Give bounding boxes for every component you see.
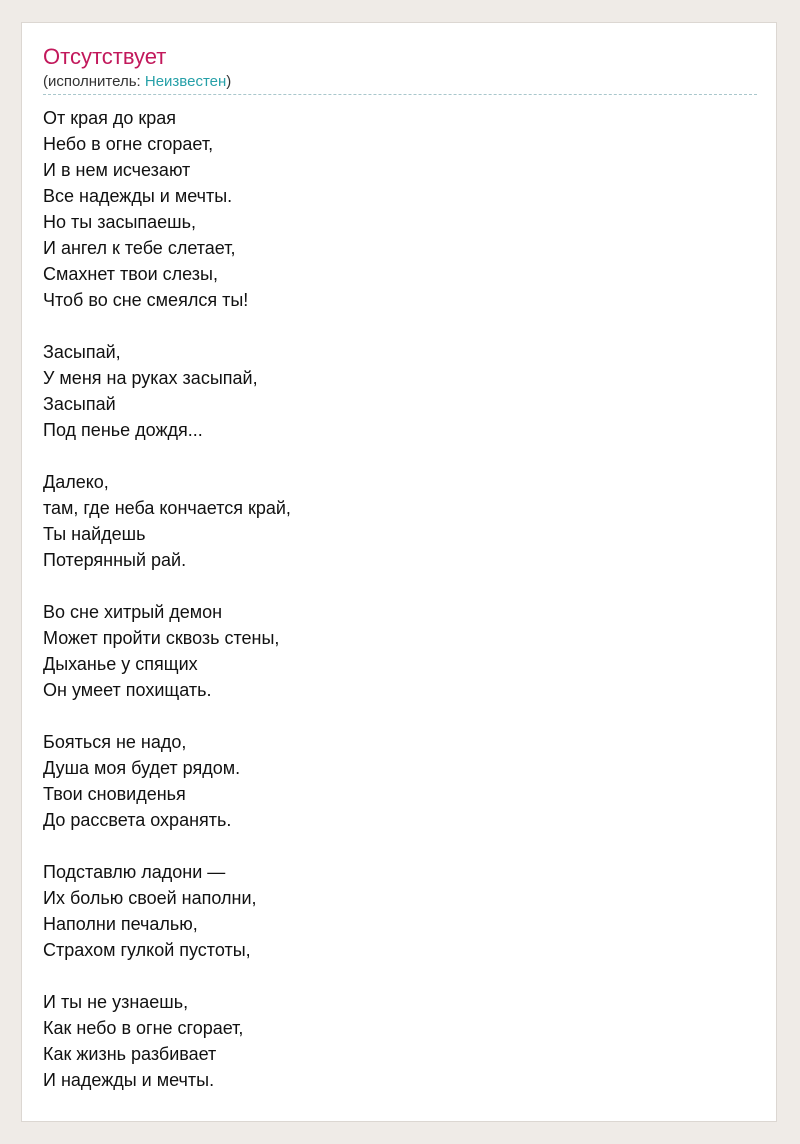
lyrics-line: Потерянный рай. <box>43 550 187 570</box>
lyrics-line: Смахнет твои слезы, <box>43 264 218 284</box>
lyrics-line: Далеко, <box>43 472 109 492</box>
lyrics-line: Страхом гулкой пустоты, <box>43 940 251 960</box>
lyrics-line: Может пройти сквозь стены, <box>43 628 280 648</box>
lyrics-line: Засыпай <box>43 394 116 414</box>
lyrics-line: Все надежды и мечты. <box>43 186 233 206</box>
lyrics-body <box>43 105 757 1119</box>
lyrics-line: И ты не узнаешь, <box>43 992 189 1012</box>
lyrics-line: Бояться не надо, <box>43 732 187 752</box>
lyrics-line: И в нем исчезают <box>43 160 191 180</box>
lyrics-line: Дыханье у спящих <box>43 654 198 674</box>
song-title: Отсутствует <box>43 44 167 69</box>
lyrics-stanza <box>43 729 757 833</box>
lyrics-line: И надежды и мечты. <box>43 1070 215 1090</box>
lyrics-line: Под пенье дождя... <box>43 420 203 440</box>
artist-link[interactable]: Неизвестен <box>144 73 227 90</box>
lyrics-line: Подставлю ладони — <box>43 862 226 882</box>
lyrics-stanza <box>43 859 757 963</box>
lyrics-line: Он умеет похищать. <box>43 680 212 700</box>
lyrics-line: Ты найдешь <box>43 524 146 544</box>
lyrics-line: там, где неба кончается край, <box>43 498 291 518</box>
lyrics-line: У меня на руках засыпай, <box>43 368 258 388</box>
lyrics-line: Как небо в огне сгорает, <box>43 1018 244 1038</box>
lyrics-line: Наполни печалью, <box>43 914 198 934</box>
lyrics-line: Как жизнь разбивает <box>43 1044 217 1064</box>
artist-prefix: (исполнитель: <box>43 73 145 90</box>
lyrics-line: Во сне хитрый демон <box>43 602 223 622</box>
lyrics-stanza <box>43 989 757 1093</box>
artist-line <box>43 72 231 92</box>
lyrics-page <box>21 22 777 1122</box>
lyrics-line: До рассвета охранять. <box>43 810 232 830</box>
lyrics-stanza <box>43 469 757 573</box>
lyrics-line: Твои сновиденья <box>43 784 186 804</box>
lyrics-line: Небо в огне сгорает, <box>43 134 214 154</box>
lyrics-line: Засыпай, <box>43 342 121 362</box>
lyrics-line: Душа моя будет рядом. <box>43 758 241 778</box>
lyrics-line: Их болью своей наполни, <box>43 888 257 908</box>
lyrics-line: От края до края <box>43 108 177 128</box>
lyrics-line: Чтоб во сне смеялся ты! <box>43 290 249 310</box>
lyrics-stanza <box>43 599 757 703</box>
artist-suffix: ) <box>226 73 232 90</box>
lyrics-stanza <box>43 339 757 443</box>
title-divider <box>43 94 757 95</box>
lyrics-line: Но ты засыпаешь, <box>43 212 196 232</box>
lyrics-line: И ангел к тебе слетает, <box>43 238 236 258</box>
lyrics-stanza <box>43 105 757 313</box>
